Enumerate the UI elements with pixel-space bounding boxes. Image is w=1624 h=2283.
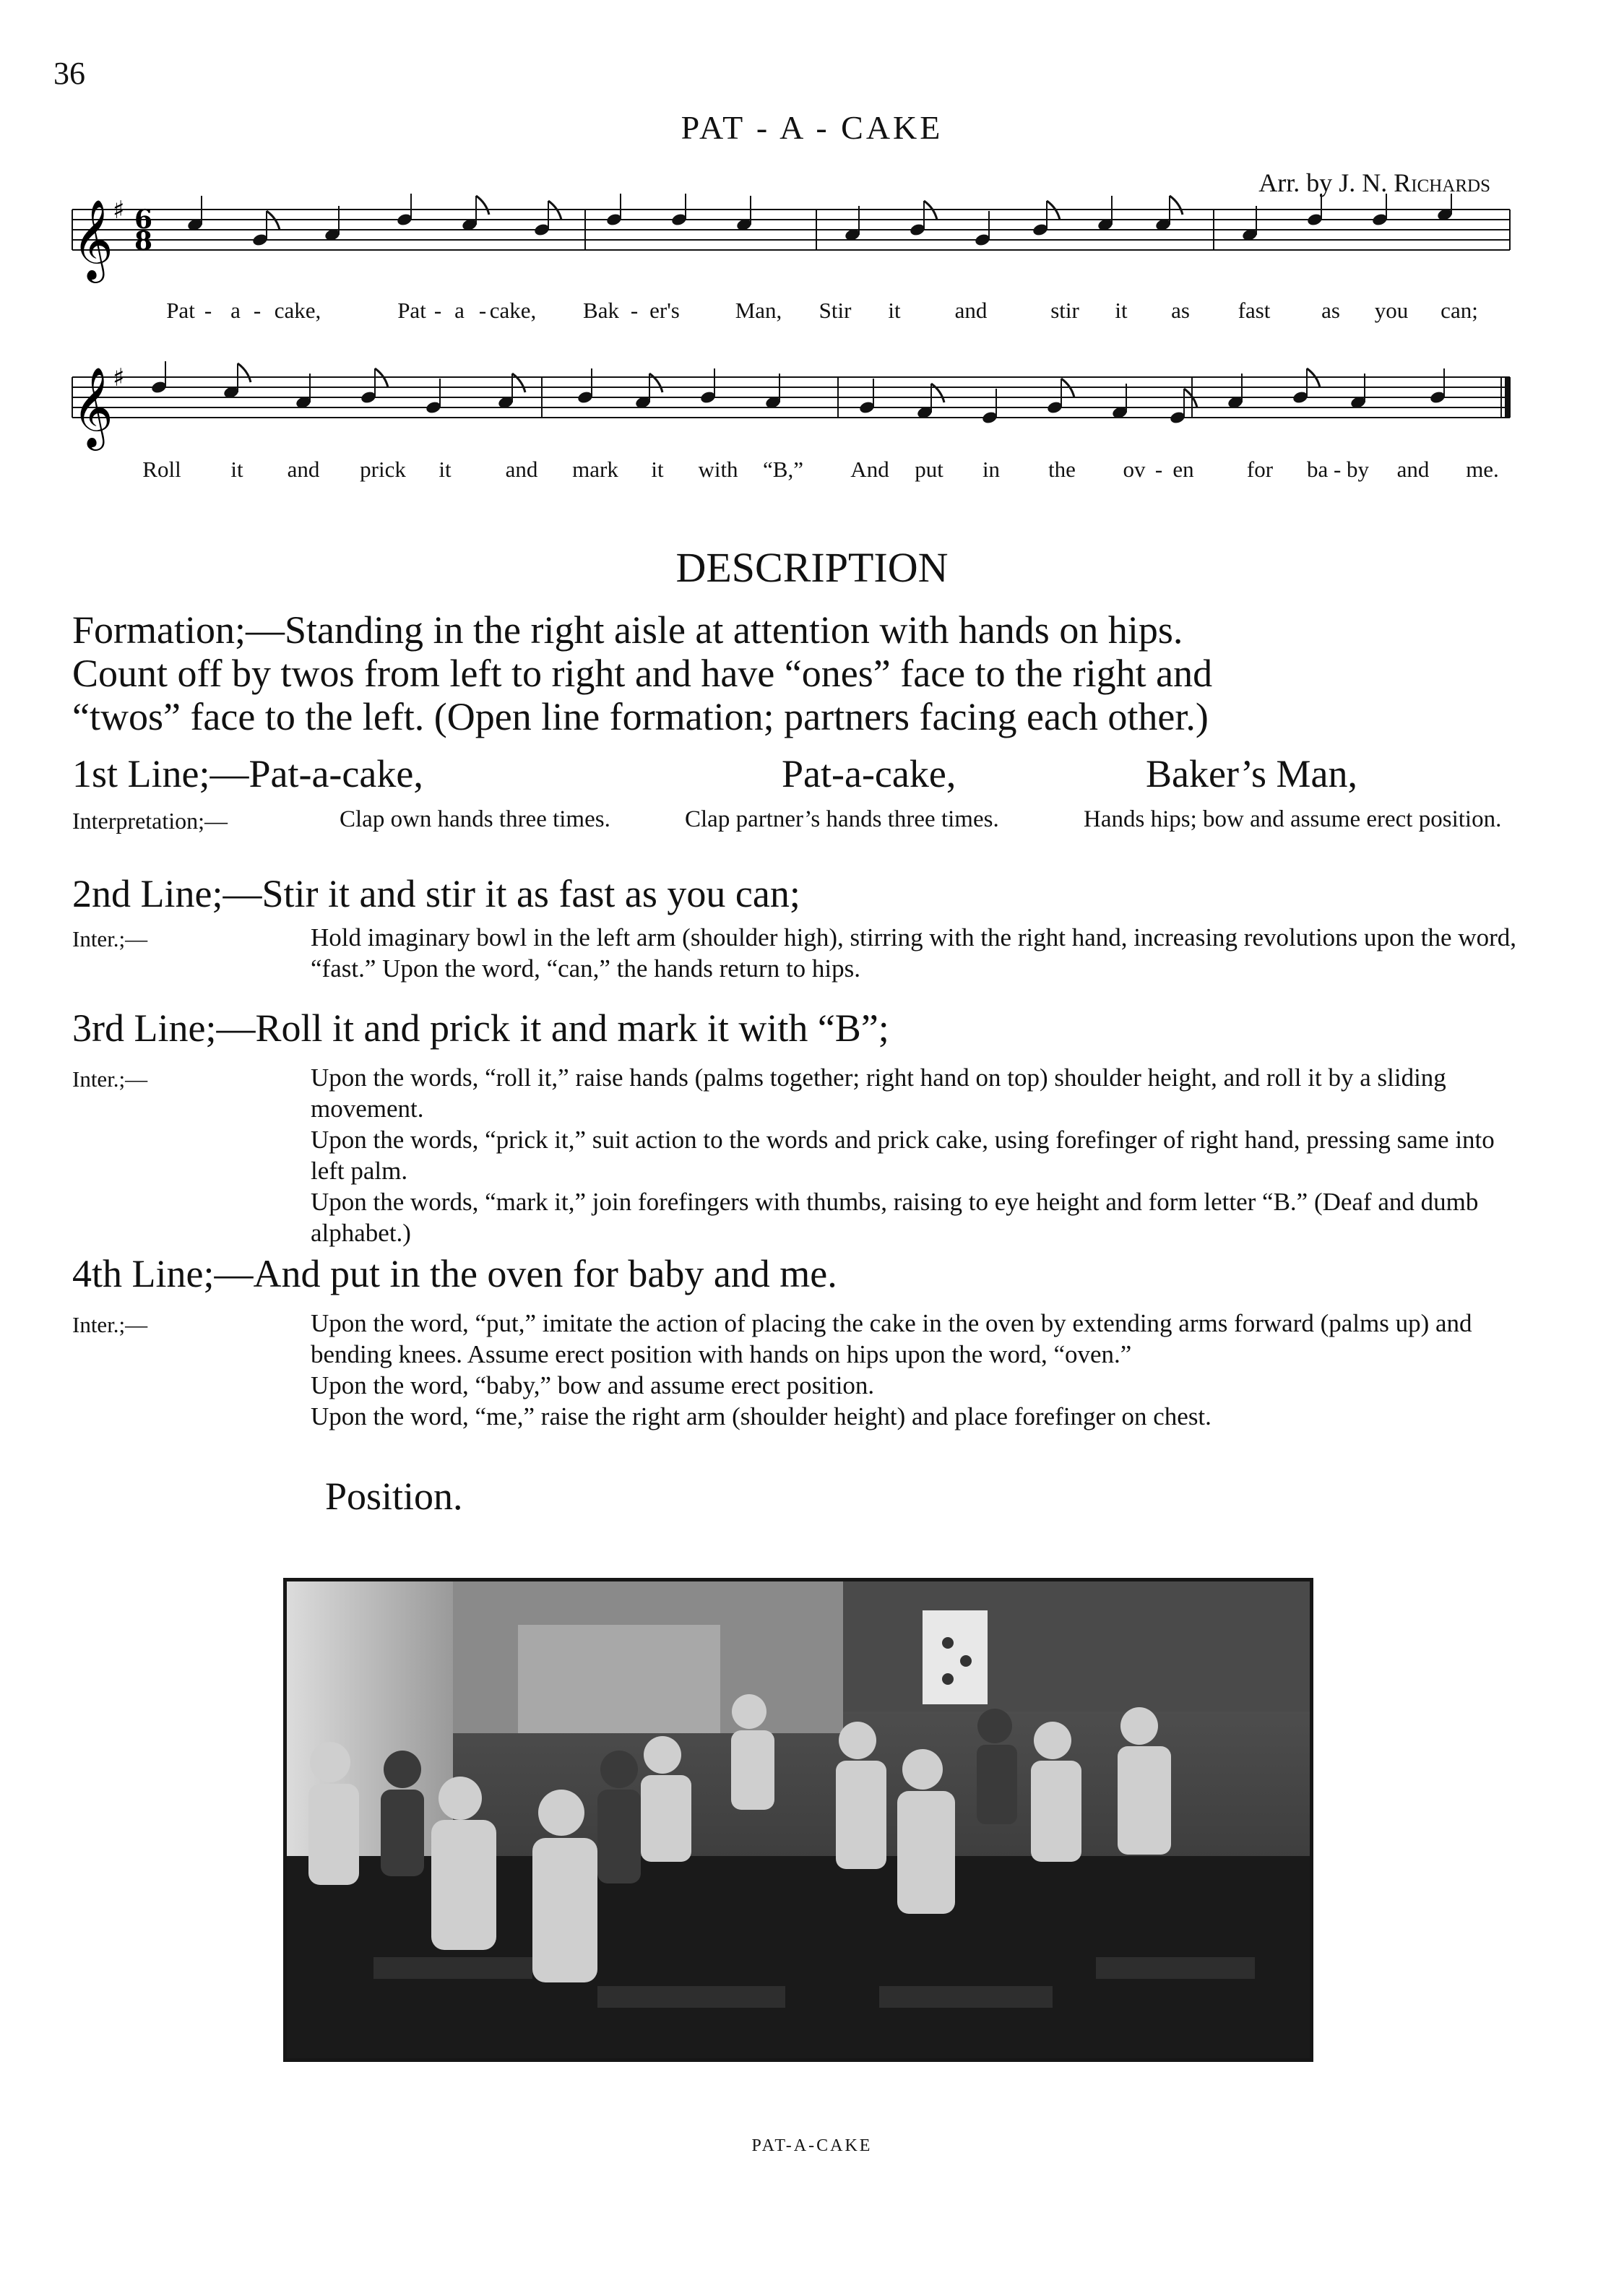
formation-line-1: Formation;—Standing in the right aisle at attention with hands on hips.	[72, 608, 1183, 652]
line3-inter-label: Inter.;—	[72, 1066, 148, 1092]
arranger-prefix: Arr. by J. N.	[1258, 168, 1394, 197]
page-number: 36	[53, 56, 85, 91]
lyric-2-syllable: the	[1048, 457, 1076, 482]
lyric-1-syllable: -	[630, 298, 639, 323]
lyric-1-syllable: cake,	[274, 298, 321, 323]
lyric-1-syllable: as	[1171, 298, 1190, 323]
note-flag	[649, 374, 662, 392]
lyric-1-syllable: and	[954, 298, 988, 323]
lyric-2-syllable: it	[439, 457, 452, 482]
description-heading: DESCRIPTION	[675, 544, 949, 591]
time-signature-bottom: 8	[134, 226, 153, 256]
lyric-1-syllable: stir	[1050, 298, 1079, 323]
line4-interp-2: Upon the word, “baby,” bow and assume erect position.	[311, 1371, 875, 1399]
lyric-1-syllable: a	[230, 298, 241, 323]
lyric-2-syllable: me.	[1466, 457, 1499, 482]
treble-clef-icon: 𝄞	[72, 366, 113, 447]
lyric-1-syllable: -	[433, 298, 442, 323]
lyric-1-syllable: Man,	[735, 298, 782, 323]
lyric-2-syllable: ov	[1123, 457, 1146, 482]
note-flag	[1170, 196, 1183, 215]
song-title: PAT - A - CAKE	[681, 109, 943, 146]
classroom-photo-illustration	[287, 1581, 1310, 2058]
lyric-1-syllable: can;	[1441, 298, 1478, 323]
music-staff-1	[65, 194, 1532, 280]
lyric-1-syllable: a	[454, 298, 465, 323]
lyric-1-syllable: fast	[1238, 298, 1271, 323]
lyric-1-syllable: Bak	[583, 298, 619, 323]
line3-interp-2: Upon the words, “prick it,” suit action to the words and prick cake, using forefinger of right hand, pressing same into left palm.	[311, 1126, 1495, 1185]
lyric-1-syllable: -	[204, 298, 212, 323]
line1-heading-part3: Baker’s Man,	[1146, 752, 1357, 795]
lyric-2-syllable: “B,”	[763, 457, 803, 482]
arranger-name: Richards	[1394, 168, 1490, 197]
lyric-1-syllable: cake,	[489, 298, 537, 323]
lyric-1-syllable: as	[1321, 298, 1340, 323]
lyric-2-syllable: for	[1246, 457, 1274, 482]
lyric-2-syllable: And	[850, 457, 889, 482]
line3-interp	[311, 1062, 1532, 1248]
line4-interp-1: Upon the word, “put,” imitate the action of placing the cake in the oven by extending arms forward (palms up) and bending knees. Assume erect position with hands on hips upon the word, “oven.”	[311, 1309, 1472, 1368]
line1-heading-part2: Pat-a-cake,	[782, 752, 956, 795]
photo-caption: PAT-A-CAKE	[751, 2136, 873, 2155]
lyric-2-syllable: it	[230, 457, 243, 482]
lyric-2-syllable: -	[1154, 457, 1163, 482]
line4-heading: 4th Line;—And put in the oven for baby and me.	[72, 1252, 837, 1295]
line2-heading: 2nd Line;—Stir it and stir it as fast as you can;	[72, 872, 800, 915]
line3-heading: 3rd Line;—Roll it and prick it and mark it with “B”;	[72, 1006, 889, 1050]
sharp-icon: ♯	[113, 363, 125, 392]
line1-interp-3: Hands hips; bow and assume erect position.	[1084, 806, 1502, 832]
note-flag	[238, 363, 251, 382]
lyric-1-syllable: er's	[649, 298, 680, 323]
line2-inter-label: Inter.;—	[72, 926, 148, 951]
time-signature-top: 6	[134, 204, 153, 235]
lyric-2-syllable: put	[915, 457, 943, 482]
line2-interp: Hold imaginary bowl in the left arm (shoulder high), stirring with the right hand, increasing revolutions upon the word, “fast.” Upon the word, “can,” the hands return to hips.	[311, 923, 1516, 983]
line1-heading: 1st Line;—Pat-a-cake,	[72, 752, 423, 795]
lyric-2-syllable: and	[1396, 457, 1430, 482]
lyrics-line-1	[65, 298, 1532, 329]
line3-interp-3: Upon the words, “mark it,” join forefingers with thumbs, raising to eye height and form letter “B.” (Deaf and dumb alphabet.)	[311, 1188, 1479, 1247]
lyric-1-syllable: -	[253, 298, 262, 323]
note-flag	[476, 196, 489, 215]
lyric-1-syllable: it	[888, 298, 901, 323]
lyric-2-syllable: mark	[572, 457, 618, 482]
note-flag	[931, 384, 944, 402]
lyric-1-syllable: it	[1115, 298, 1128, 323]
lyric-1-syllable: Pat	[166, 298, 195, 323]
lyric-2-syllable: and	[287, 457, 320, 482]
note-flag	[512, 374, 525, 392]
lyric-2-syllable: ba - by	[1306, 457, 1370, 482]
treble-clef-icon: 𝄞	[72, 199, 113, 280]
lyric-1-syllable: Stir	[819, 298, 852, 323]
formation-line-2: Count off by twos from left to right and have “ones” face to the right and	[72, 652, 1213, 695]
lyric-1-syllable: you	[1374, 298, 1409, 323]
line4-interp	[311, 1308, 1532, 1432]
lyric-2-syllable: with	[698, 457, 738, 482]
lyric-2-syllable: it	[651, 457, 664, 482]
line4-interp-3: Upon the word, “me,” raise the right arm (shoulder height) and place forefinger on chest.	[311, 1402, 1211, 1430]
lyric-2-syllable: en	[1172, 457, 1194, 482]
lyrics-line-2	[65, 457, 1532, 488]
lyric-2-syllable: prick	[360, 457, 406, 482]
lyric-1-syllable: Pat	[397, 298, 426, 323]
staff-2-notation	[65, 361, 1532, 455]
classroom-photo	[283, 1578, 1313, 2062]
sharp-icon: ♯	[113, 196, 125, 225]
staff-1-notation	[65, 194, 1532, 288]
lyric-1-syllable: -	[478, 298, 487, 323]
interpretation-label: Interpretation;—	[72, 808, 228, 834]
lyric-2-syllable: and	[505, 457, 538, 482]
line1-interp-2: Clap partner’s hands three times.	[685, 806, 999, 832]
line1-interp-1: Clap own hands three times.	[340, 806, 610, 832]
music-staff-2	[65, 361, 1532, 448]
lyric-2-syllable: in	[982, 457, 1001, 482]
line4-inter-label: Inter.;—	[72, 1312, 148, 1337]
position-heading: Position.	[325, 1475, 463, 1518]
lyric-2-syllable: Roll	[142, 457, 181, 482]
line3-interp-1: Upon the words, “roll it,” raise hands (palms together; right hand on top) shoulder height, and roll it by a sliding movement.	[311, 1063, 1446, 1123]
formation-paragraph	[72, 608, 1528, 738]
formation-line-3: “twos” face to the left. (Open line formation; partners facing each other.)	[72, 695, 1209, 738]
